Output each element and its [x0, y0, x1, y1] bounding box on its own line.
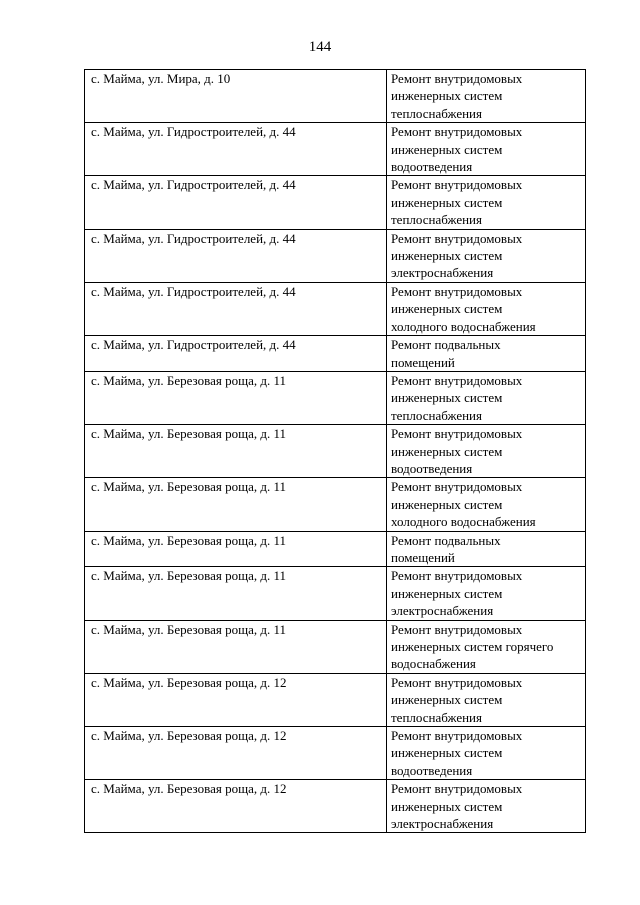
work-text-line: помещений	[391, 549, 455, 565]
work-text-line: Ремонт внутридомовых	[391, 479, 523, 495]
work-text-line: Ремонт внутридомовых	[391, 124, 523, 140]
address-cell	[85, 620, 387, 673]
work-cell	[387, 780, 586, 833]
address-text: с. Майма, ул. Березовая роща, д. 11	[91, 568, 286, 584]
address-cell	[85, 425, 387, 478]
address-cell	[85, 567, 387, 620]
work-text-line: теплоснабжения	[391, 709, 482, 725]
work-cell	[387, 673, 586, 726]
work-text-line: инженерных систем	[391, 390, 503, 406]
work-text-line: инженерных систем	[391, 692, 503, 708]
table-row	[85, 531, 586, 567]
work-cell	[387, 425, 586, 478]
address-text: с. Майма, ул. Березовая роща, д. 11	[91, 372, 286, 388]
work-text-line: Ремонт внутридомовых	[391, 621, 523, 637]
work-cell	[387, 176, 586, 229]
work-text-line: теплоснабжения	[391, 212, 482, 228]
table-row	[85, 176, 586, 229]
work-text-line: Ремонт внутридомовых	[391, 372, 523, 388]
address-text: с. Майма, ул. Березовая роща, д. 11	[91, 426, 286, 442]
work-text-line: инженерных систем	[391, 798, 503, 814]
page-number: 144	[308, 39, 332, 55]
table-row	[85, 282, 586, 335]
address-text: с. Майма, ул. Гидростроителей, д. 44	[91, 124, 296, 140]
address-cell	[85, 673, 387, 726]
address-text: с. Майма, ул. Гидростроителей, д. 44	[91, 283, 296, 299]
work-cell	[387, 70, 586, 123]
work-cell	[387, 727, 586, 780]
address-text: с. Майма, ул. Березовая роща, д. 11	[91, 479, 286, 495]
work-text-line: инженерных систем горячего	[391, 639, 554, 654]
work-text-line: инженерных систем	[391, 496, 503, 512]
table-row	[85, 371, 586, 424]
work-text-line: Ремонт внутридомовых	[391, 71, 523, 86]
work-text-line: инженерных систем	[391, 443, 503, 459]
work-text-line: инженерных систем	[391, 585, 503, 601]
address-text: с. Майма, ул. Гидростроителей, д. 44	[91, 337, 296, 353]
address-cell	[85, 727, 387, 780]
work-cell	[387, 531, 586, 567]
table-row	[85, 727, 586, 780]
table-row	[85, 229, 586, 282]
work-text-line: электроснабжения	[391, 816, 494, 832]
works-table	[84, 69, 586, 833]
address-cell	[85, 531, 387, 567]
work-text-line: Ремонт внутридомовых	[391, 568, 523, 584]
address-cell	[85, 176, 387, 229]
address-cell	[85, 70, 387, 123]
work-cell	[387, 229, 586, 282]
address-cell	[85, 478, 387, 531]
address-cell	[85, 123, 387, 176]
work-text-line: электроснабжения	[391, 603, 494, 619]
table-row	[85, 336, 586, 372]
work-text-line: Ремонт внутридомовых	[391, 283, 523, 299]
work-text-line: инженерных систем	[391, 141, 503, 157]
work-text-line: водоотведения	[391, 762, 473, 778]
table-row	[85, 780, 586, 833]
work-text-line: инженерных систем	[391, 88, 503, 104]
work-text-line: Ремонт внутридомовых	[391, 674, 523, 690]
work-text-line: Ремонт внутридомовых	[391, 177, 523, 193]
address-text: с. Майма, ул. Березовая роща, д. 11	[91, 621, 286, 637]
address-text: с. Майма, ул. Гидростроителей, д. 44	[91, 230, 296, 246]
address-text: с. Майма, ул. Березовая роща, д. 12	[91, 781, 287, 797]
work-text-line: холодного водоснабжения	[391, 514, 536, 530]
work-text-line: инженерных систем	[391, 194, 503, 210]
table-row	[85, 70, 586, 123]
table-row	[85, 425, 586, 478]
address-cell	[85, 229, 387, 282]
work-text-line: Ремонт внутридомовых	[391, 230, 523, 246]
table-row	[85, 478, 586, 531]
work-cell	[387, 123, 586, 176]
work-text-line: водоотведения	[391, 159, 473, 175]
work-text-line: инженерных систем	[391, 745, 503, 761]
work-text-line: инженерных систем	[391, 248, 503, 264]
address-cell	[85, 282, 387, 335]
address-text: с. Майма, ул. Березовая роща, д. 12	[91, 728, 287, 744]
work-text-line: электроснабжения	[391, 265, 494, 281]
work-text-line: Ремонт внутридомовых	[391, 728, 523, 744]
address-cell	[85, 336, 387, 372]
address-cell	[85, 780, 387, 833]
address-text: с. Майма, ул. Березовая роща, д. 12	[91, 674, 287, 690]
work-cell	[387, 371, 586, 424]
work-cell	[387, 478, 586, 531]
table-row	[85, 123, 586, 176]
table-row	[85, 620, 586, 673]
work-text-line: Ремонт внутридомовых	[391, 426, 523, 442]
address-text: с. Майма, ул. Мира, д. 10	[91, 71, 231, 86]
work-cell	[387, 282, 586, 335]
work-text-line: холодного водоснабжения	[391, 318, 536, 334]
table-row	[85, 567, 586, 620]
work-cell	[387, 336, 586, 372]
work-text-line: теплоснабжения	[391, 407, 482, 423]
works-table-body	[85, 70, 586, 833]
address-text: с. Майма, ул. Гидростроителей, д. 44	[91, 177, 296, 193]
work-text-line: помещений	[391, 354, 455, 370]
work-text-line: водоснабжения	[391, 656, 476, 672]
work-text-line: инженерных систем	[391, 301, 503, 317]
address-text: с. Майма, ул. Березовая роща, д. 11	[91, 532, 286, 548]
work-cell	[387, 620, 586, 673]
work-text-line: Ремонт подвальных	[391, 532, 501, 548]
work-text-line: водоотведения	[391, 460, 473, 476]
work-text-line: теплоснабжения	[391, 105, 482, 121]
work-cell	[387, 567, 586, 620]
work-text-line: Ремонт подвальных	[391, 337, 501, 353]
work-text-line: Ремонт внутридомовых	[391, 781, 523, 797]
table-row	[85, 673, 586, 726]
address-cell	[85, 371, 387, 424]
